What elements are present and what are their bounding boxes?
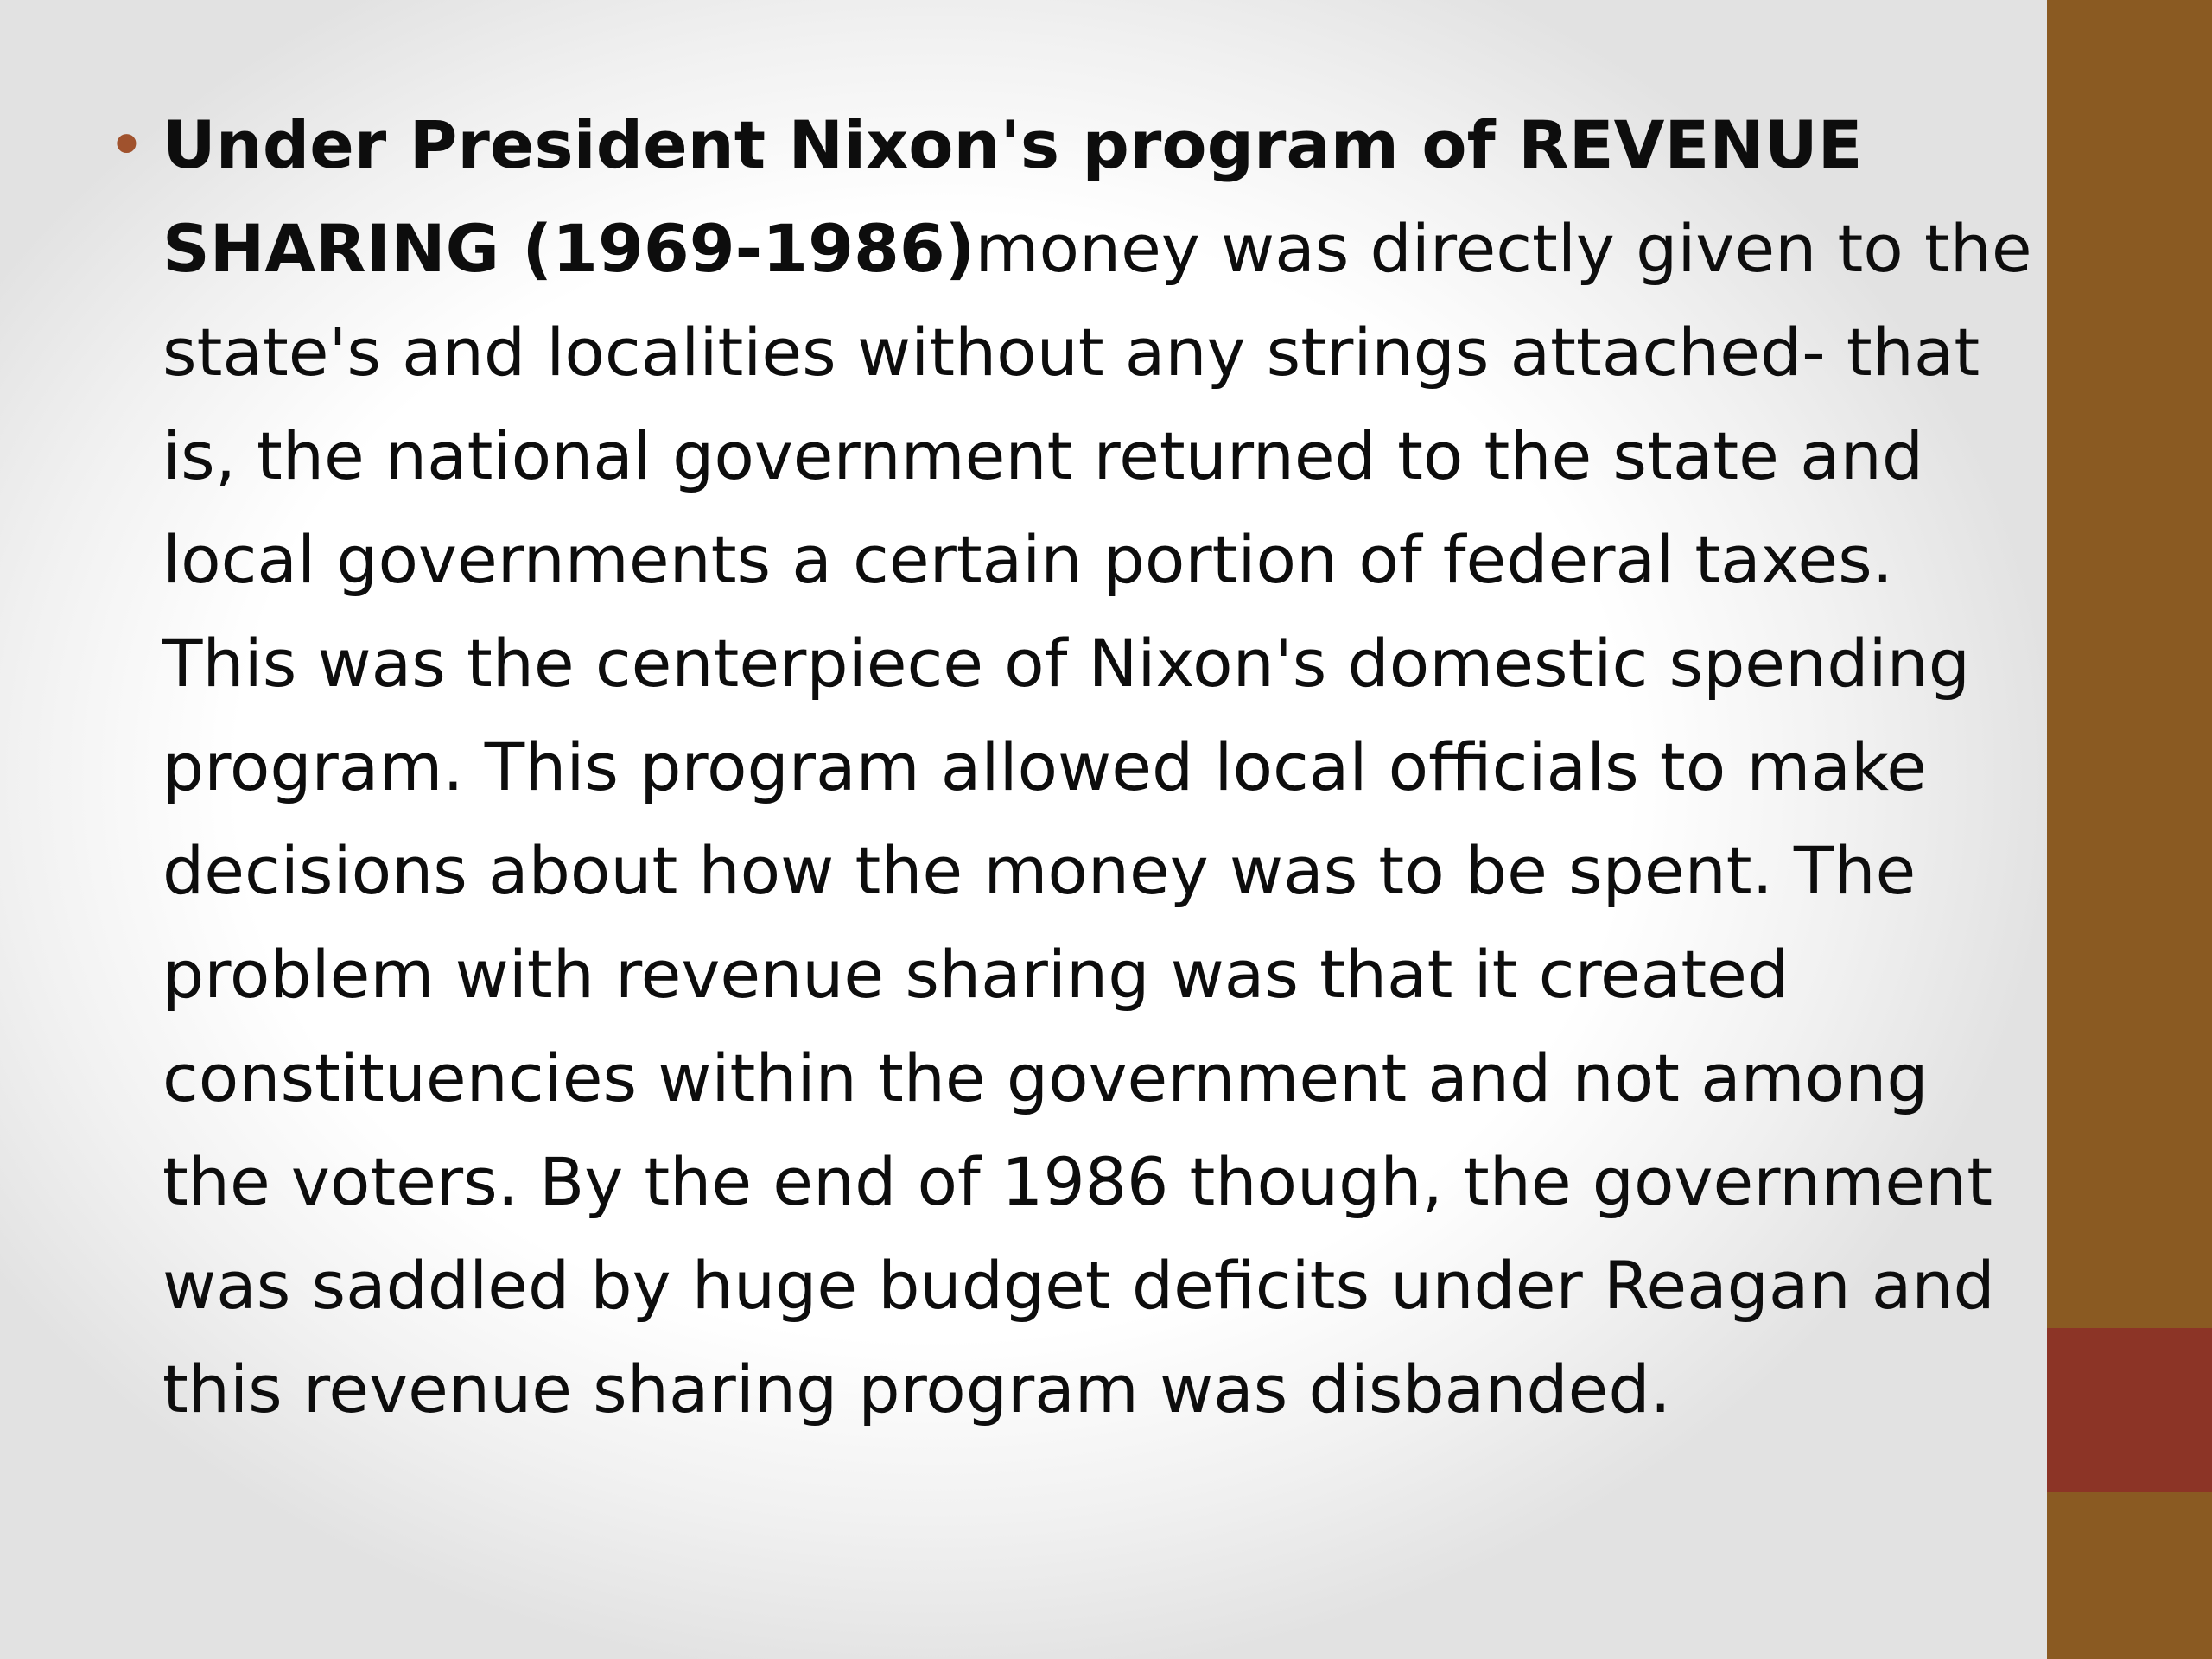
bold-line-2: SHARING (1969-1986) <box>162 210 976 287</box>
text-line-5: local governments a certain portion of federal taxes. <box>162 521 1893 598</box>
bullet-item <box>104 93 2091 1441</box>
text-line-2-rest: money was directly given to the <box>975 210 2032 287</box>
bullet-icon: • <box>107 106 146 183</box>
text-line-3: state's and localities without any strings attached- that <box>162 314 1980 391</box>
text-line-13: this revenue sharing program was disbanded. <box>162 1351 1671 1427</box>
slide-body <box>104 93 2091 1441</box>
text-line-4: is, the national government returned to the state and <box>162 417 1924 494</box>
text-line-12: was saddled by huge budget deficits under Reagan and <box>162 1247 1995 1324</box>
text-line-2 <box>162 197 2091 301</box>
text-line-10: constituencies within the government and not among <box>162 1039 1929 1116</box>
text-line-9: problem with revenue sharing was that it created <box>162 936 1789 1013</box>
text-line-8: decisions about how the money was to be spent. The <box>162 832 1916 909</box>
text-line-6: This was the centerpiece of Nixon's domestic spending <box>162 625 1971 702</box>
text-line-11: the voters. By the end of 1986 though, the government <box>162 1143 1993 1220</box>
bold-line-1: Under President Nixon's program of REVENUE <box>162 106 1863 183</box>
text-line-7: program. This program allowed local officials to make <box>162 728 1928 805</box>
